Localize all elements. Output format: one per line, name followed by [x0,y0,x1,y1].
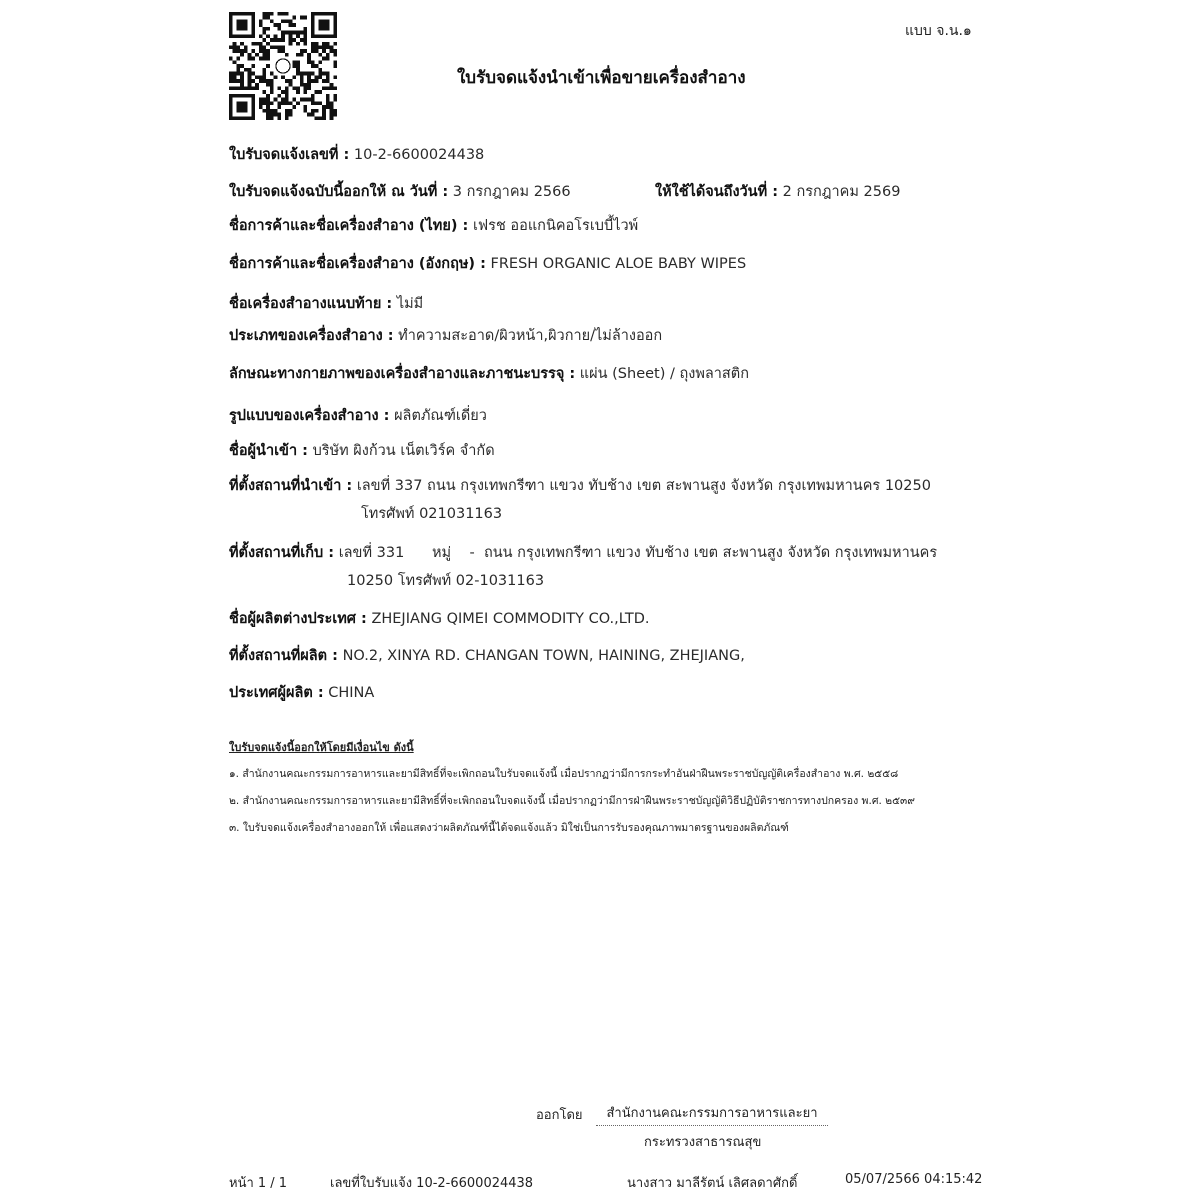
valid-until-value: 2 กรกฎาคม 2569 [782,184,901,200]
condition-item: ๒. สำนักงานคณะกรรมการอาหารและยามีสิทธิ์ที่จะเพิกถอนใบจดแจ้งนี้ เมื่อปรากฏว่ามีการฝ่าฝืนพระราชบัญญัติวิธีปฏิบัติราชการทางปกครอง พ.ศ. ๒๕๓๙ [229,795,915,807]
field-attached-name [229,292,423,315]
footer-reference: เลขที่ใบรับแจ้ง 10-2-6600024438 [330,1176,534,1191]
field-import-location [229,474,931,497]
field-label: ใบรับจดแจ้งฉบับนี้ออกให้ ณ วันที่ : [229,184,449,200]
field-manufacturer [229,607,649,630]
field-valid-until [655,180,900,203]
document-title: ใบรับจดแจ้งนำเข้าเพื่อขายเครื่องสำอาง [457,68,746,88]
field-label: ที่ตั้งสถานที่เก็บ : [229,545,335,561]
manufacturer-location-value: NO.2, XINYA RD. CHANGAN TOWN, HAINING, ZHEJIANG, [342,648,745,664]
attached-name-value: ไม่มี [396,296,424,312]
field-label: ชื่อการค้าและชื่อเครื่องสำอาง (ไทย) : [229,218,469,234]
physical-value: แผ่น (Sheet) / ถุงพลาสติก [579,366,749,382]
importer-value: บริษัท ผิงก้วน เน็ตเวิร์ค จำกัด [312,443,495,459]
issuer-prefix: ออกโดย [536,1108,583,1123]
manufacturer-value: ZHEJIANG QIMEI COMMODITY CO.,LTD. [371,611,650,627]
field-country [229,681,374,704]
name-th-value: เฟรช ออแกนิคอโรเบบี้ไวพ์ [472,218,639,234]
qr-code-image [229,12,337,120]
field-label: ชื่อการค้าและชื่อเครื่องสำอาง (อังกฤษ) : [229,256,486,272]
page-number: หน้า 1 / 1 [229,1176,288,1191]
conditions-heading: ใบรับจดแจ้งนี้ออกให้โดยมีเงื่อนไข ดังนี้ [229,741,414,754]
form-code: แบบ จ.น.๑ [905,23,972,39]
field-importer [229,439,495,462]
field-label: ประเภทของเครื่องสำอาง : [229,328,394,344]
field-label: รูปแบบของเครื่องสำอาง : [229,408,390,424]
category-value: ทำความสะอาด/ผิวหน้า,ผิวกาย/ไม่ล้างออก [398,328,663,344]
field-label: ที่ตั้งสถานที่ผลิต : [229,648,338,664]
field-manufacturer-location [229,644,745,667]
field-issue-date [229,180,571,203]
issuer-ministry: กระทรวงสาธารณสุข [644,1135,762,1150]
field-label: ใบรับจดแจ้งเลขที่ : [229,147,350,163]
field-label: ประเทศผู้ผลิต : [229,685,324,701]
field-format [229,404,487,427]
field-label: ที่ตั้งสถานที่นำเข้า : [229,478,353,494]
field-import-location-cont [361,502,502,525]
field-name-en [229,252,746,275]
issuer-org: สำนักงานคณะกรรมการอาหารและยา [596,1102,828,1126]
reg-no-value: 10-2-6600024438 [353,147,485,163]
timestamp: 05/07/2566 04:15:42 [845,1172,983,1187]
field-name-th [229,214,638,237]
import-location-line1: เลขที่ 337 ถนน กรุงเทพกรีฑา แขวง ทับช้าง เขต สะพานสูง จังหวัด กรุงเทพมหานคร 10250 [356,478,931,494]
condition-item: ๑. สำนักงานคณะกรรมการอาหารและยามีสิทธิ์ที่จะเพิกถอนใบรับจดแจ้งนี้ เมื่อปรากฏว่ามีการกระทำอันฝ่าฝืนพระราชบัญญัติเครื่องสำอาง พ.ศ. ๒๕๕๘ [229,768,899,780]
field-label: ชื่อเครื่องสำอางแนบท้าย : [229,296,393,312]
field-storage-location [229,541,937,564]
storage-location-line2: 10250 โทรศัพท์ 02-1031163 [347,573,545,589]
field-label: ลักษณะทางกายภาพของเครื่องสำอางและภาชนะบรรจุ : [229,366,576,382]
field-storage-location-cont [347,569,544,592]
field-reg-no [229,143,484,166]
format-value: ผลิตภัณฑ์เดี่ยว [394,408,487,424]
field-physical [229,362,749,385]
field-category [229,324,662,347]
field-label: ชื่อผู้ผลิตต่างประเทศ : [229,611,367,627]
field-label: ชื่อผู้นำเข้า : [229,443,308,459]
condition-item: ๓. ใบรับจดแจ้งเครื่องสำอางออกให้ เพื่อแสดงว่าผลิตภัณฑ์นี้ได้จดแจ้งแล้ว มิใช่เป็นการรับรองคุณภาพมาตรฐานของผลิตภัณฑ์ [229,822,789,834]
issue-date-value: 3 กรกฎาคม 2566 [452,184,571,200]
field-label: ให้ใช้ได้จนถึงวันที่ : [655,184,778,200]
name-en-value: FRESH ORGANIC ALOE BABY WIPES [490,256,747,272]
country-value: CHINA [328,685,375,701]
import-location-line2: โทรศัพท์ 021031163 [361,506,503,522]
storage-location-line1: เลขที่ 331 หมู่ - ถนน กรุงเทพกรีฑา แขวง ทับช้าง เขต สะพานสูง จังหวัด กรุงเทพมหานคร [338,545,938,561]
officer-name: นางสาว มาลีรัตน์ เลิศลดาศักดิ์ [627,1176,798,1191]
